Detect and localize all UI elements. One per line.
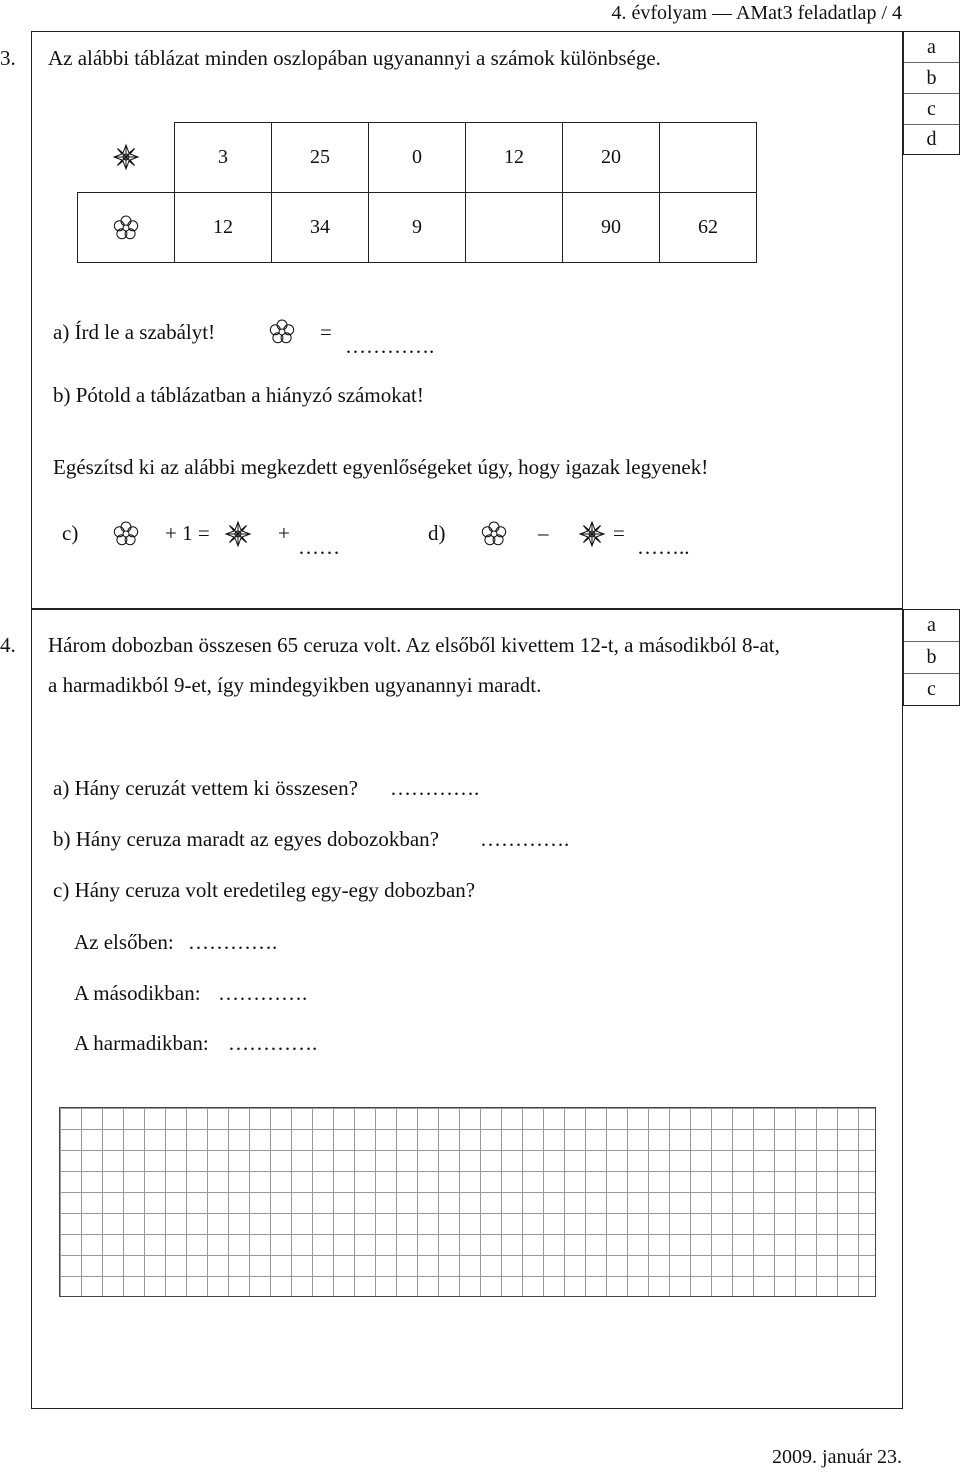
task4-score-box [903, 609, 960, 706]
scratch-grid[interactable] [59, 1107, 876, 1297]
task4-number: 4. [0, 633, 16, 657]
task3-instruction: Egészítsd ki az alábbi megkezdett egyenlőségeket úgy, hogy igazak legyenek! [53, 455, 709, 479]
q4b-answer-blank[interactable]: …………. [480, 827, 570, 851]
q3c-plus-one: + 1 = [165, 521, 210, 545]
table-row-star [78, 123, 757, 193]
table-cell: 3 [175, 123, 272, 193]
table-cell-empty[interactable] [660, 123, 757, 193]
q4c-third-label: A harmadikban: [74, 1031, 209, 1055]
table-cell: 12 [175, 193, 272, 263]
q3a-label: a) Írd le a szabályt! [53, 320, 216, 344]
score-b: b [904, 62, 959, 93]
q3a-equals: = [320, 320, 332, 344]
table-cell: 25 [272, 123, 369, 193]
q3d-minus: – [538, 521, 549, 545]
table-cell: 9 [369, 193, 466, 263]
eight-point-star-icon [112, 143, 140, 171]
table-cell: 90 [563, 193, 660, 263]
score-a: a [927, 614, 936, 636]
q4c-third-blank[interactable]: …………. [228, 1031, 318, 1055]
flower-icon [112, 214, 140, 242]
task4-text-line1: Három dobozban összesen 65 ceruza volt. Az elsőből kivettem 12-t, a másodikból 8-at, [48, 633, 780, 657]
score-d: d [904, 124, 959, 154]
q3d-label: d) [428, 521, 446, 545]
task3-number: 3. [0, 46, 16, 70]
table-cell: 0 [369, 123, 466, 193]
star-icon-cell [78, 123, 175, 193]
score-c: c [904, 673, 959, 704]
q3c-label: c) [62, 521, 79, 545]
q3c-answer-blank[interactable]: …… [298, 535, 340, 559]
score-c: c [904, 93, 959, 124]
q3d-equals: = [613, 521, 625, 545]
footer-date: 2009. január 23. [772, 1446, 902, 1468]
table-cell: 34 [272, 193, 369, 263]
score-b: b [904, 641, 959, 673]
q3d-answer-blank[interactable]: …….. [637, 535, 690, 559]
page-header: 4. évfolyam — AMat3 feladatlap / 4 [611, 2, 902, 24]
q4c-first-blank[interactable]: …………. [188, 930, 278, 954]
table-cell: 20 [563, 123, 660, 193]
task3-score-box [903, 31, 960, 155]
q3b-label: b) Pótold a táblázatban a hiányzó számokat! [53, 383, 424, 407]
table-cell-empty[interactable] [466, 193, 563, 263]
task4-text-line2: a harmadikból 9-et, így mindegyikben ugyanannyi maradt. [48, 673, 542, 697]
eight-point-star-icon [224, 520, 252, 548]
flower-icon [112, 520, 140, 548]
table-cell: 12 [466, 123, 563, 193]
q4b-label: b) Hány ceruza maradt az egyes dobozokban? [53, 827, 439, 851]
score-a: a [927, 35, 936, 58]
q4c-first-label: Az elsőben: [74, 930, 174, 954]
q4c-second-label: A másodikban: [74, 981, 201, 1005]
q4a-answer-blank[interactable]: …………. [390, 776, 480, 800]
flower-icon-cell [78, 193, 175, 263]
eight-point-star-icon [578, 520, 606, 548]
table-row-flower [78, 193, 757, 263]
number-table [77, 122, 757, 263]
task3-intro: Az alábbi táblázat minden oszlopában ugyanannyi a számok különbsége. [48, 46, 661, 70]
table-cell: 62 [660, 193, 757, 263]
q3a-answer-blank[interactable]: …………. [345, 334, 435, 358]
flower-icon [480, 520, 508, 548]
q3c-plus: + [278, 521, 290, 545]
flower-icon [268, 318, 296, 346]
q4a-label: a) Hány ceruzát vettem ki összesen? [53, 776, 358, 800]
q4c-second-blank[interactable]: …………. [218, 981, 308, 1005]
q4c-label: c) Hány ceruza volt eredetileg egy-egy dobozban? [53, 878, 476, 902]
